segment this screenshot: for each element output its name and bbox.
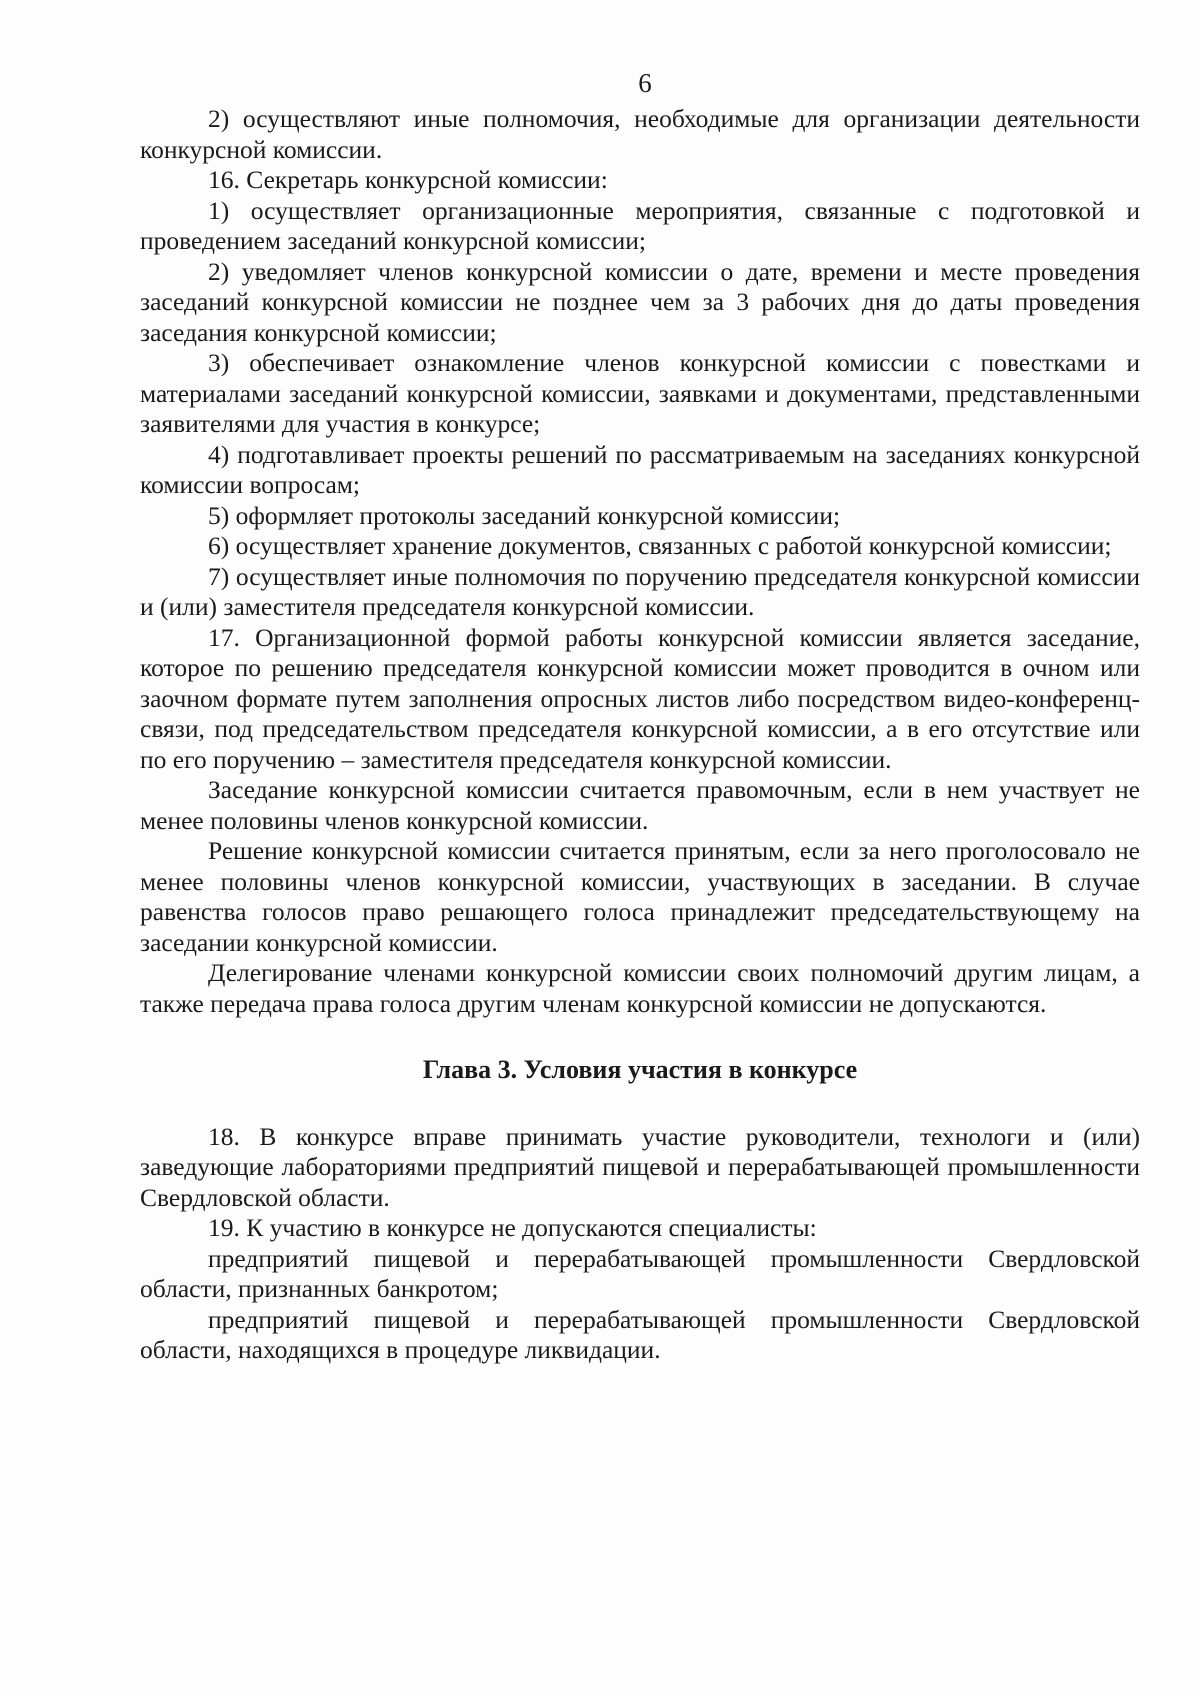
paragraph: Делегирование членами конкурсной комиссии своих полномочий другим лицам, а также передача права голоса другим членам конкурсной комиссии не допускаются. <box>140 958 1140 1018</box>
paragraph: 2) уведомляет членов конкурсной комиссии о дате, времени и месте проведения заседаний конкурсной комиссии не позднее чем за 3 рабочих дня до даты проведения заседания конкурсной комиссии; <box>140 256 1140 347</box>
paragraph: 1) осуществляет организационные мероприятия, связанные с подготовкой и проведением заседаний конкурсной комиссии; <box>140 195 1140 255</box>
paragraph: предприятий пищевой и перерабатывающей промышленности Свердловской области, признанных банкротом; <box>140 1243 1140 1303</box>
paragraph: 4) подготавливает проекты решений по рассматриваемым на заседаниях конкурсной комиссии вопросам; <box>140 439 1140 499</box>
paragraph: 19. К участию в конкурсе не допускаются специалисты: <box>208 1213 817 1242</box>
chapter-heading: Глава 3. Условия участия в конкурсе <box>422 1055 858 1084</box>
page-number: 6 <box>638 68 652 98</box>
paragraph: 3) обеспечивает ознакомление членов конкурсной комиссии с повестками и материалами заседаний конкурсной комиссии, заявками и документами, представленными заявителями для участия в конкурсе; <box>140 348 1140 438</box>
paragraph: 17. Организационной формой работы конкурсной комиссии является заседание, которое по решению председателя конкурсной комиссии может проводится в очном или заочном формате путем заполнения опросных листов либо посредством видео-конференц-связи, под председательством председателя конкурсной комиссии, а в его отсутствие или по его поручению – заместителя председателя конкурсной комиссии. <box>140 622 1140 774</box>
paragraph: 5) оформляет протоколы заседаний конкурсной комиссии; <box>208 500 841 530</box>
paragraph: предприятий пищевой и перерабатывающей промышленности Свердловской области, находящихся в процедуре ликвидации. <box>140 1304 1140 1364</box>
paragraph: Решение конкурсной комиссии считается принятым, если за него проголосовало не менее половины членов конкурсной комиссии, участвующих в заседании. В случае равенства голосов право решающего голоса принадлежит председательствующему на заседании конкурсной комиссии. <box>140 836 1140 957</box>
paragraph: 18. В конкурсе вправе принимать участие руководители, технологи и (или) заведующие лабораториями предприятий пищевой и перерабатывающей промышленности Свердловской области. <box>140 1121 1140 1212</box>
paragraph: 7) осуществляет иные полномочия по поручению председателя конкурсной комиссии и (или) заместителя председателя конкурсной комиссии. <box>140 561 1140 621</box>
paragraph: 16. Секретарь конкурсной комиссии: <box>208 165 608 194</box>
paragraph: Заседание конкурсной комиссии считается правомочным, если в нем участвует не менее половины членов конкурсной комиссии. <box>140 775 1140 835</box>
document-body <box>140 104 1140 1366</box>
paragraph: 6) осуществляет хранение документов, связанных с работой конкурсной комиссии; <box>208 531 1112 560</box>
paragraph: 2) осуществляют иные полномочия, необходимые для организации деятельности конкурсной комиссии. <box>140 104 1140 164</box>
